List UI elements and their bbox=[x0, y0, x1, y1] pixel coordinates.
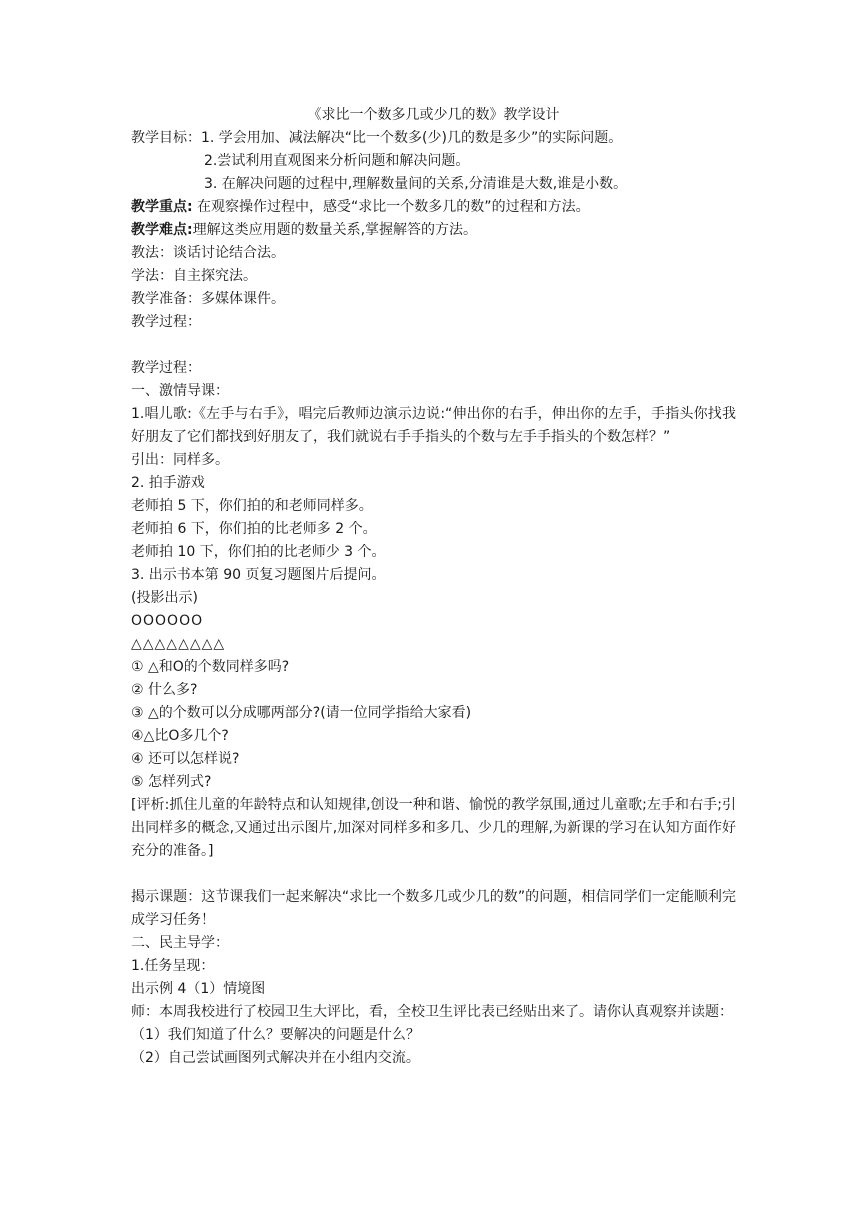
spacer-2 bbox=[131, 863, 736, 886]
section-1-heading: 一、激情导课： bbox=[131, 383, 229, 399]
document-page bbox=[131, 104, 736, 1070]
clap-line-3: 老师拍 10 下，你们拍的比老师少 3 个。 bbox=[131, 544, 386, 560]
question-1: ① △和O的个数同样多吗? bbox=[131, 659, 290, 675]
teaching-process-heading: 教学过程： bbox=[131, 314, 201, 330]
goals-label: 教学目标： bbox=[131, 130, 201, 146]
clap-line-2: 老师拍 6 下，你们拍的比老师多 2 个。 bbox=[131, 521, 377, 537]
document-title: 《求比一个数多几或少几的数》教学设计 bbox=[307, 107, 560, 123]
goal-3: 3. 在解决问题的过程中,理解数量间的关系,分清谁是大数,谁是小数。 bbox=[204, 176, 628, 192]
question-6: ⑤ 怎样列式? bbox=[131, 774, 212, 790]
conclusion-line: 引出：同样多。 bbox=[131, 452, 229, 468]
circles-row: OOOOOO bbox=[131, 613, 204, 629]
question-2: ② 什么多? bbox=[131, 682, 198, 698]
teaching-goals bbox=[131, 127, 736, 150]
teaching-key-point bbox=[131, 196, 736, 219]
teacher-paragraph: 师：本周我校进行了校园卫生大评比，看，全校卫生评比表已经贴出来了。请你认真观察并读题： bbox=[131, 1004, 733, 1020]
key-text: 在观察操作过程中，感受“求比一个数多几的数”的过程和方法。 bbox=[192, 199, 590, 215]
clap-line-1: 老师拍 5 下，你们拍的和老师同样多。 bbox=[131, 498, 373, 514]
teaching-difficulty bbox=[131, 219, 736, 242]
sub-question-1: （1）我们知道了什么？要解决的问题是什么？ bbox=[131, 1027, 420, 1043]
reveal-paragraph: 揭示课题：这节课我们一起来解决“求比一个数多几或少几的数”的问题，相信同学们一定能顺利完成学习任务！ bbox=[131, 889, 736, 928]
question-3: ③ △的个数可以分成哪两部分?(请一位同学指给大家看) bbox=[131, 705, 472, 721]
comment-paragraph: [评析:抓住儿童的年龄特点和认知规律,创设一种和谐、愉悦的教学氛围,通过儿童歌;左手和右手;引出同样多的概念,又通过出示图片,加深对同样多和多几、少几的理解,为新课的学习在认知方面作好充分的准备。] bbox=[131, 797, 736, 859]
teaching-process-heading-2: 教学过程： bbox=[131, 360, 201, 376]
difficulty-label: 教学难点: bbox=[131, 222, 193, 238]
sub-question-2: （2）自己尝试画图列式解决并在小组内交流。 bbox=[131, 1050, 420, 1066]
study-method: 学法：自主探究法。 bbox=[131, 268, 257, 284]
triangles-row: △△△△△△△△ bbox=[131, 636, 226, 652]
task-heading: 1.任务呈现： bbox=[131, 958, 215, 974]
key-label: 教学重点: bbox=[131, 199, 193, 215]
teaching-method: 教法：谈话讨论结合法。 bbox=[131, 245, 285, 261]
section-2-heading: 二、民主导学： bbox=[131, 935, 229, 951]
teaching-prep: 教学准备：多媒体课件。 bbox=[131, 291, 285, 307]
projection-line: (投影出示) bbox=[131, 590, 198, 606]
goal-1: 1. 学会用加、减法解决“比一个数多(少)几的数是多少”的实际问题。 bbox=[201, 130, 623, 146]
spacer bbox=[131, 334, 736, 357]
show-book-line: 3. 出示书本第 90 页复习题图片后提问。 bbox=[131, 567, 386, 583]
example-line: 出示例 4（1）情境图 bbox=[131, 981, 266, 997]
clap-game-heading: 2. 拍手游戏 bbox=[131, 475, 205, 491]
song-paragraph: 1.唱儿歌:《左手与右手》，唱完后教师边演示边说:“伸出你的右手，伸出你的左手，手指头你找我好朋友了它们都找到好朋友了，我们就说右手手指头的个数与左手手指头的个数怎样？” bbox=[131, 406, 736, 445]
difficulty-text: 理解这类应用题的数量关系,掌握解答的方法。 bbox=[192, 222, 478, 238]
goal-2: 2.尝试利用直观图来分析问题和解决问题。 bbox=[204, 153, 470, 169]
question-4: ④△比O多几个? bbox=[131, 728, 229, 744]
question-5: ④ 还可以怎样说? bbox=[131, 751, 240, 767]
